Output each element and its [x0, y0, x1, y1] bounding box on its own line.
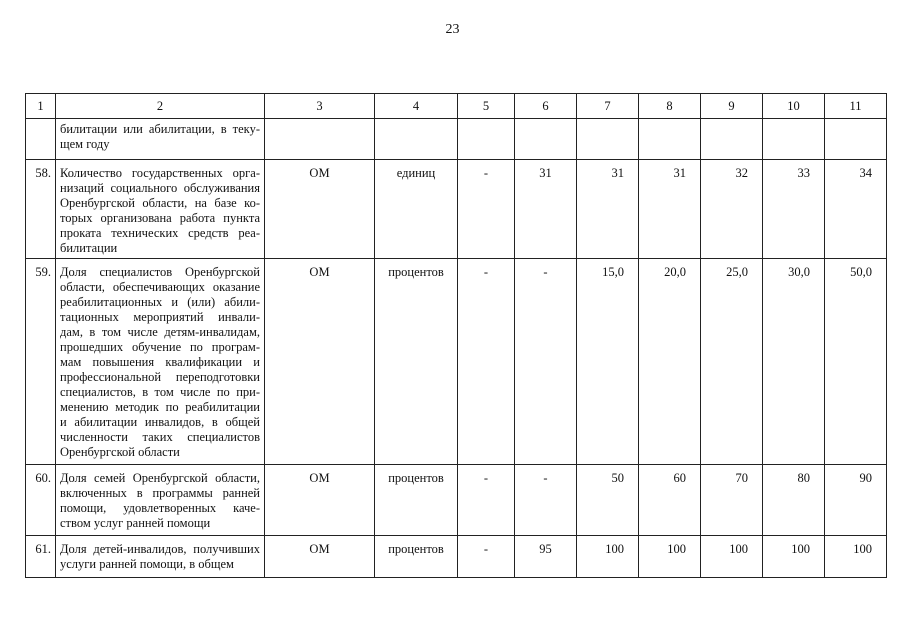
value-cell: 30,0: [763, 259, 825, 465]
header-cell: 1: [26, 94, 56, 119]
indicator-type: ОМ: [265, 160, 375, 259]
indicator-name-line: включенных в программы ранней: [60, 486, 260, 500]
page-number: 23: [445, 22, 460, 37]
value-cell: -: [458, 465, 515, 536]
value-cell: [701, 119, 763, 160]
table-row: [26, 536, 887, 578]
header-cell: 8: [639, 94, 701, 119]
indicator-name-line: билитации: [60, 241, 118, 255]
header-cell: 9: [701, 94, 763, 119]
value-cell: 100: [577, 536, 639, 578]
indicator-name-line: Доля детей-инвалидов, получивших: [60, 542, 260, 556]
value-cell: 25,0: [701, 259, 763, 465]
table-row: [26, 259, 887, 465]
header-cell: 5: [458, 94, 515, 119]
value-cell: -: [458, 536, 515, 578]
indicator-name-line: специалистов, в том числе по при-: [60, 385, 260, 399]
row-number: 58.: [26, 160, 56, 259]
value-cell: 60: [639, 465, 701, 536]
indicator-name-line: дам, в том числе детям-инвалидам,: [60, 325, 260, 339]
value-cell: [763, 119, 825, 160]
indicator-type: [265, 119, 375, 160]
header-row: [26, 94, 887, 119]
unit-of-measure: [375, 119, 458, 160]
value-cell: 31: [577, 160, 639, 259]
value-cell: 80: [763, 465, 825, 536]
value-cell: 31: [639, 160, 701, 259]
indicator-name-line: профессиональной переподготовки: [60, 370, 260, 384]
header-cell: 10: [763, 94, 825, 119]
value-cell: [577, 119, 639, 160]
unit-of-measure: единиц: [375, 160, 458, 259]
value-cell: 100: [825, 536, 887, 578]
indicator-type: ОМ: [265, 465, 375, 536]
value-cell: 100: [763, 536, 825, 578]
header-cell: 2: [56, 94, 265, 119]
indicator-name: [56, 160, 265, 259]
indicator-name-line: реабилитационных и (или) абили-: [60, 295, 260, 309]
indicator-name-line: прошедших обучение по програм-: [60, 340, 260, 354]
table-row: [26, 465, 887, 536]
indicator-name-line: проката технических средств реа-: [60, 226, 260, 240]
value-cell: 32: [701, 160, 763, 259]
header-cell: 4: [375, 94, 458, 119]
unit-of-measure: процентов: [375, 465, 458, 536]
value-cell: 100: [639, 536, 701, 578]
row-number: [26, 119, 56, 160]
row-number: 59.: [26, 259, 56, 465]
unit-of-measure: процентов: [375, 259, 458, 465]
value-cell: 100: [701, 536, 763, 578]
indicator-name-line: билитации или абилитации, в теку-: [60, 122, 260, 136]
indicator-name-line: услуги ранней помощи, в общем: [60, 557, 234, 571]
indicator-name-line: мам повышения квалификации и: [60, 355, 260, 369]
value-cell: 15,0: [577, 259, 639, 465]
header-cell: 11: [825, 94, 887, 119]
indicator-name: [56, 465, 265, 536]
indicator-type: ОМ: [265, 259, 375, 465]
value-cell: 90: [825, 465, 887, 536]
value-cell: 33: [763, 160, 825, 259]
indicator-name: [56, 536, 265, 578]
value-cell: [639, 119, 701, 160]
row-number: 60.: [26, 465, 56, 536]
indicator-name-line: Доля семей Оренбургской области,: [60, 471, 260, 485]
indicator-name-line: торых организована работа пункта: [60, 211, 260, 225]
indicator-name-line: Оренбургской области: [60, 445, 180, 459]
value-cell: [515, 119, 577, 160]
indicator-name: [56, 259, 265, 465]
indicator-name-line: тационных мероприятий инвали-: [60, 310, 260, 324]
indicator-type: ОМ: [265, 536, 375, 578]
header-cell: 7: [577, 94, 639, 119]
value-cell: 95: [515, 536, 577, 578]
value-cell: [458, 119, 515, 160]
indicator-name-line: Оренбургской области, на базе ко-: [60, 196, 260, 210]
value-cell: 70: [701, 465, 763, 536]
row-number: 61.: [26, 536, 56, 578]
table-row: [26, 119, 887, 160]
indicators-table: [25, 93, 887, 578]
indicator-name-line: низаций социального обслуживания: [60, 181, 260, 195]
unit-of-measure: процентов: [375, 536, 458, 578]
value-cell: 20,0: [639, 259, 701, 465]
indicator-name-line: области, обеспечивающих оказание: [60, 280, 260, 294]
value-cell: 31: [515, 160, 577, 259]
indicator-name: [56, 119, 265, 160]
value-cell: 50,0: [825, 259, 887, 465]
value-cell: 50: [577, 465, 639, 536]
indicator-name-line: ством услуг ранней помощи: [60, 516, 211, 530]
indicator-name-line: менению методик по реабилитации: [60, 400, 260, 414]
value-cell: -: [458, 259, 515, 465]
header-cell: 6: [515, 94, 577, 119]
value-cell: -: [515, 465, 577, 536]
value-cell: -: [458, 160, 515, 259]
header-cell: 3: [265, 94, 375, 119]
value-cell: -: [515, 259, 577, 465]
table-row: [26, 160, 887, 259]
indicator-name-line: Доля специалистов Оренбургской: [60, 265, 260, 279]
indicator-name-line: и абилитации инвалидов, в общей: [60, 415, 260, 429]
indicator-name-line: численности таких специалистов: [60, 430, 260, 444]
value-cell: [825, 119, 887, 160]
indicator-name-line: щем году: [60, 137, 110, 151]
value-cell: 34: [825, 160, 887, 259]
indicator-name-line: помощи, удовлетворенных каче-: [60, 501, 260, 515]
indicator-name-line: Количество государственных орга-: [60, 166, 260, 180]
